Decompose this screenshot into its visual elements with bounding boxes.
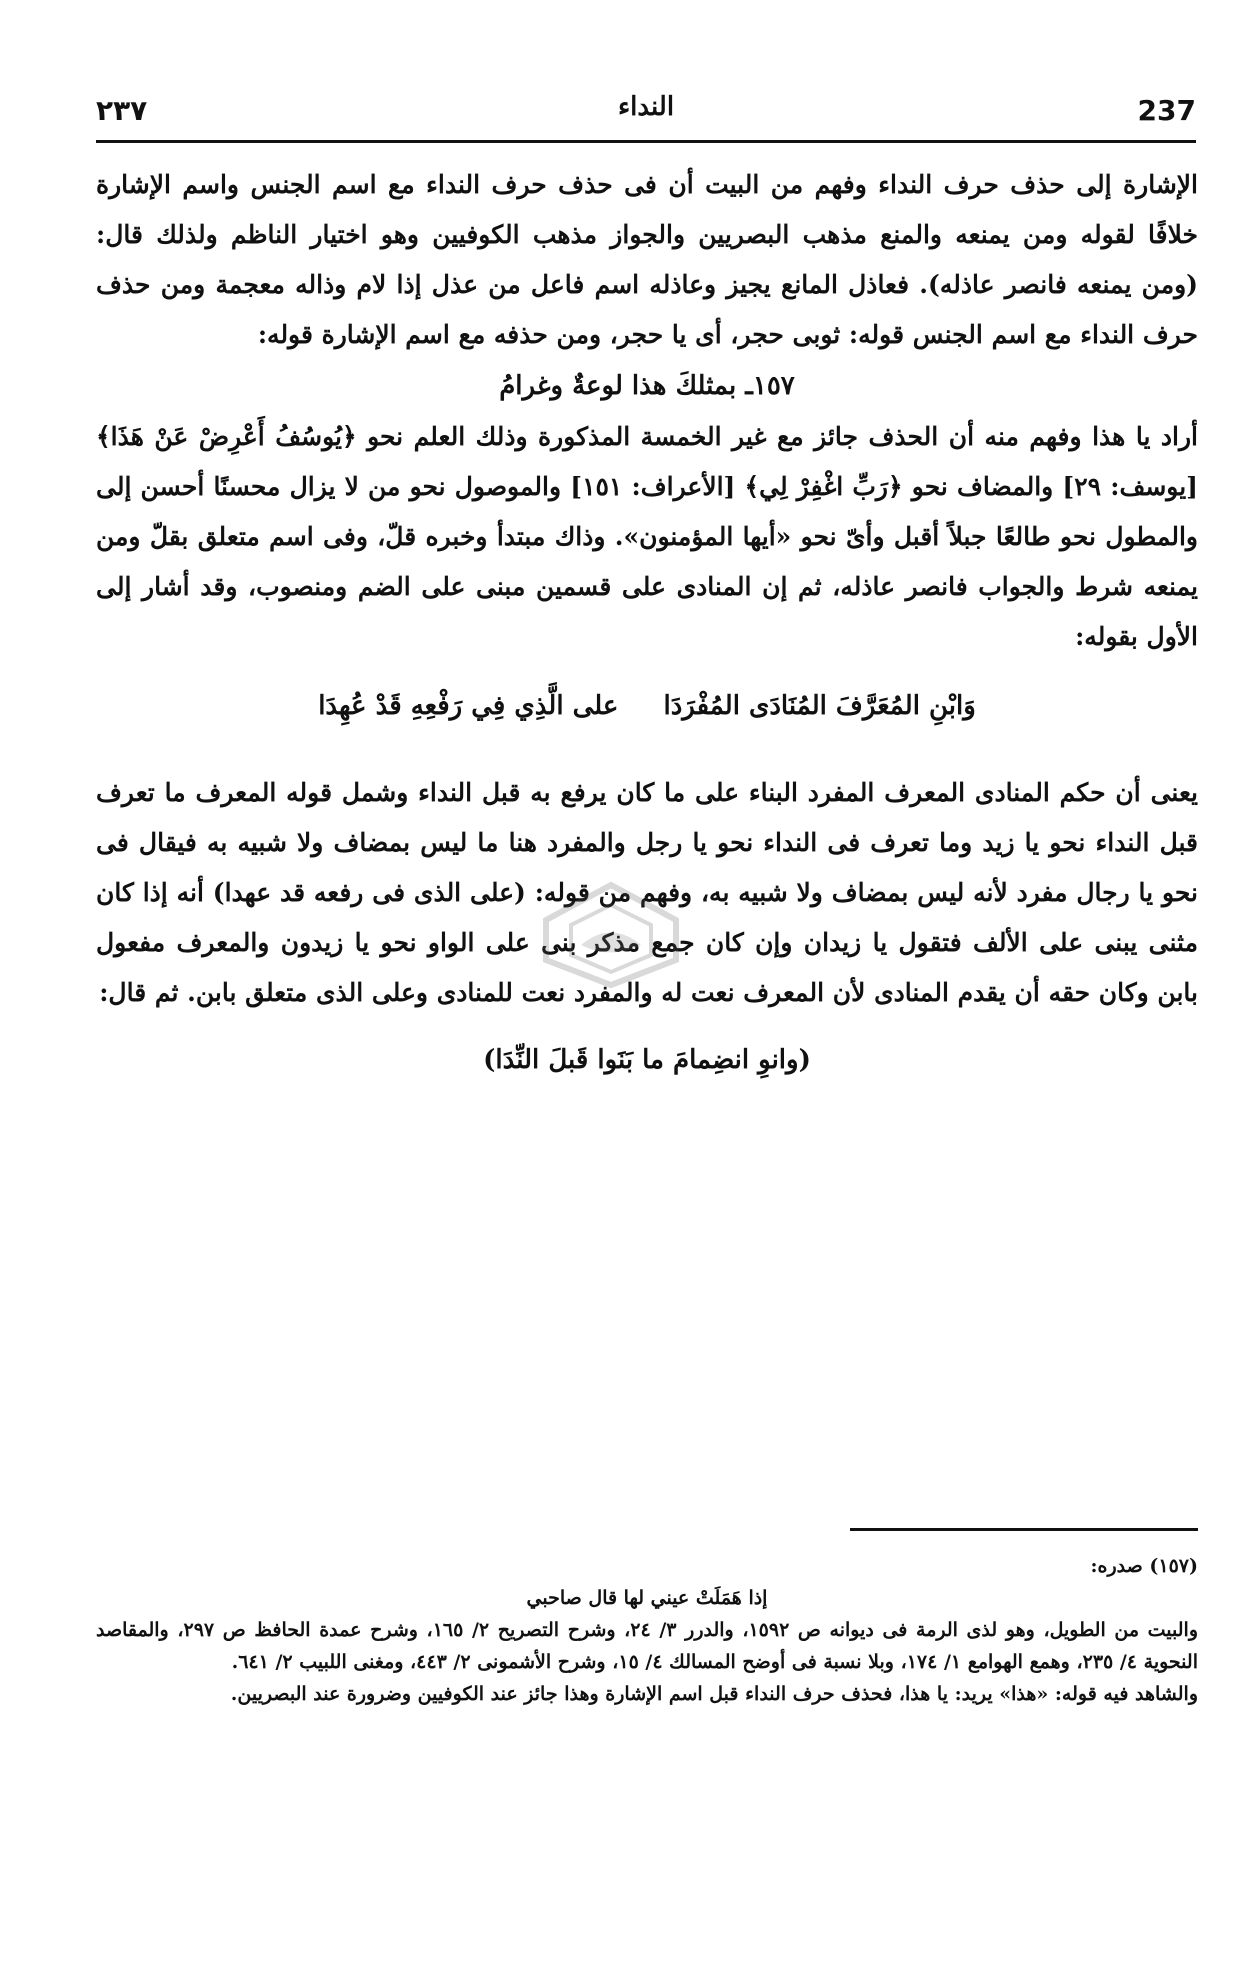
- footnotes: [96, 1550, 1198, 1710]
- footnote-paragraph-2: والشاهد فيه قوله: «هذا» يريد: يا هذا، فحذف حرف النداء قبل اسم الإشارة وهذا جائز عند الكوفيين وضرورة عند البصريين.: [230, 1683, 1198, 1705]
- paragraph-1: الإشارة إلى حذف حرف النداء وفهم من البيت أن فى حذف حرف النداء مع اسم الجنس واسم الإشارة خلافًا لقوله ومن يمنعه والمنع مذهب البصريين والجواز مذهب الكوفيين وهو اختيار الناظم ولذلك قال: (ومن يمنعه فانصر عاذله). فعاذل المانع يجيز وعاذله اسم فاعل من عذل إذا لام وذاله معجمة ومن حذف حرف النداء مع اسم الجنس قوله: ثوبى حجر، أى يا حجر، ومن حذفه مع اسم الإشارة قوله:: [96, 170, 1198, 349]
- page-number-latin: 237: [1137, 94, 1196, 127]
- verse-next: (وانوِ انضِمامَ ما بَنَوا قَبلَ النِّدَا): [483, 1045, 811, 1075]
- header-rule: [96, 140, 1196, 143]
- running-header: [96, 88, 1196, 134]
- footnote-rule: [850, 1528, 1198, 1531]
- verse-hemistich-1: وَابْنِ المُعَرَّفَ المُنَادَى المُفْرَدَا: [663, 691, 976, 721]
- watermark-seal-icon: [536, 880, 686, 990]
- page-number-arabic: ٢٣٧: [96, 94, 148, 127]
- chapter-title: النداء: [617, 92, 675, 122]
- paragraph-2: أراد يا هذا وفهم منه أن الحذف جائز مع غير الخمسة المذكورة وذلك العلم نحو ﴿يُوسُفُ أَعْرِضْ عَنْ هَذَا﴾ [يوسف: ٢٩] والمضاف نحو ﴿رَبِّ اغْفِرْ لِي﴾ [الأعراف: ١٥١] والموصول نحو من لا يزال محسنًا أحسن إلى والمطول نحو طالعًا جبلاً أقبل وأىّ نحو «أيها المؤمنون». وذاك مبتدأ وخبره قلّ، وفى اسم متعلق بقلّ ومن يمنعه شرط والجواب فانصر عاذله، ثم إن المنادى على قسمين مبنى على الضم ومنصوب، وقد أشار إلى الأول بقوله:: [96, 422, 1199, 651]
- alfiyya-verse: [96, 680, 1198, 732]
- verse-hemistich-2: على الَّذِي فِي رَفْعِهِ قَدْ عُهِدَا: [318, 691, 619, 721]
- verse-157: ١٥٧ـ بمثلكَ هذا لوعةٌ وغرامُ: [499, 371, 795, 401]
- footnote-verse: إذا هَمَلَتْ عيني لها قال صاحبي: [526, 1587, 768, 1609]
- footnote-label: (١٥٧) صدره:: [1090, 1555, 1198, 1577]
- paragraph-3: يعنى أن حكم المنادى المعرف المفرد البناء على ما كان يرفع به قبل النداء وشمل قوله المعرف ما تعرف قبل النداء نحو يا زيد وما تعرف فى النداء نحو يا رجل والمفرد هنا ما ليس بمضاف ولا شبيه به فيقال فى نحو يا رجال مفرد لأنه ليس بمضاف ولا شبيه به، وفهم من قوله: (على الذى فى رفعه قد عهدا) أنه إذا كان مثنى يبنى على الألف فتقول يا زيدان وإن كان جمع مذكر بنى على الواو نحو يا زيدون والمعرف مفعول بابن وكان حقه أن يقدم المنادى لأن المعرف نعت له والمفرد نعت للمنادى وعلى الذى متعلق بابن. ثم قال:: [96, 778, 1198, 1007]
- footnote-paragraph-1: والبيت من الطويل، وهو لذى الرمة فى ديوانه ص ١٥٩٢، والدرر ٣/ ٢٤، وشرح التصريح ٢/ ١٦٥، وشرح عمدة الحافظ ص ٢٩٧، والمقاصد النحوية ٤/ ٢٣٥، وهمع الهوامع ١/ ١٧٤، وبلا نسبة فى أوضح المسالك ٤/ ١٥، وشرح الأشمونى ٢/ ٤٤٣، ومغنى اللبيب ٢/ ٦٤١.: [96, 1619, 1198, 1673]
